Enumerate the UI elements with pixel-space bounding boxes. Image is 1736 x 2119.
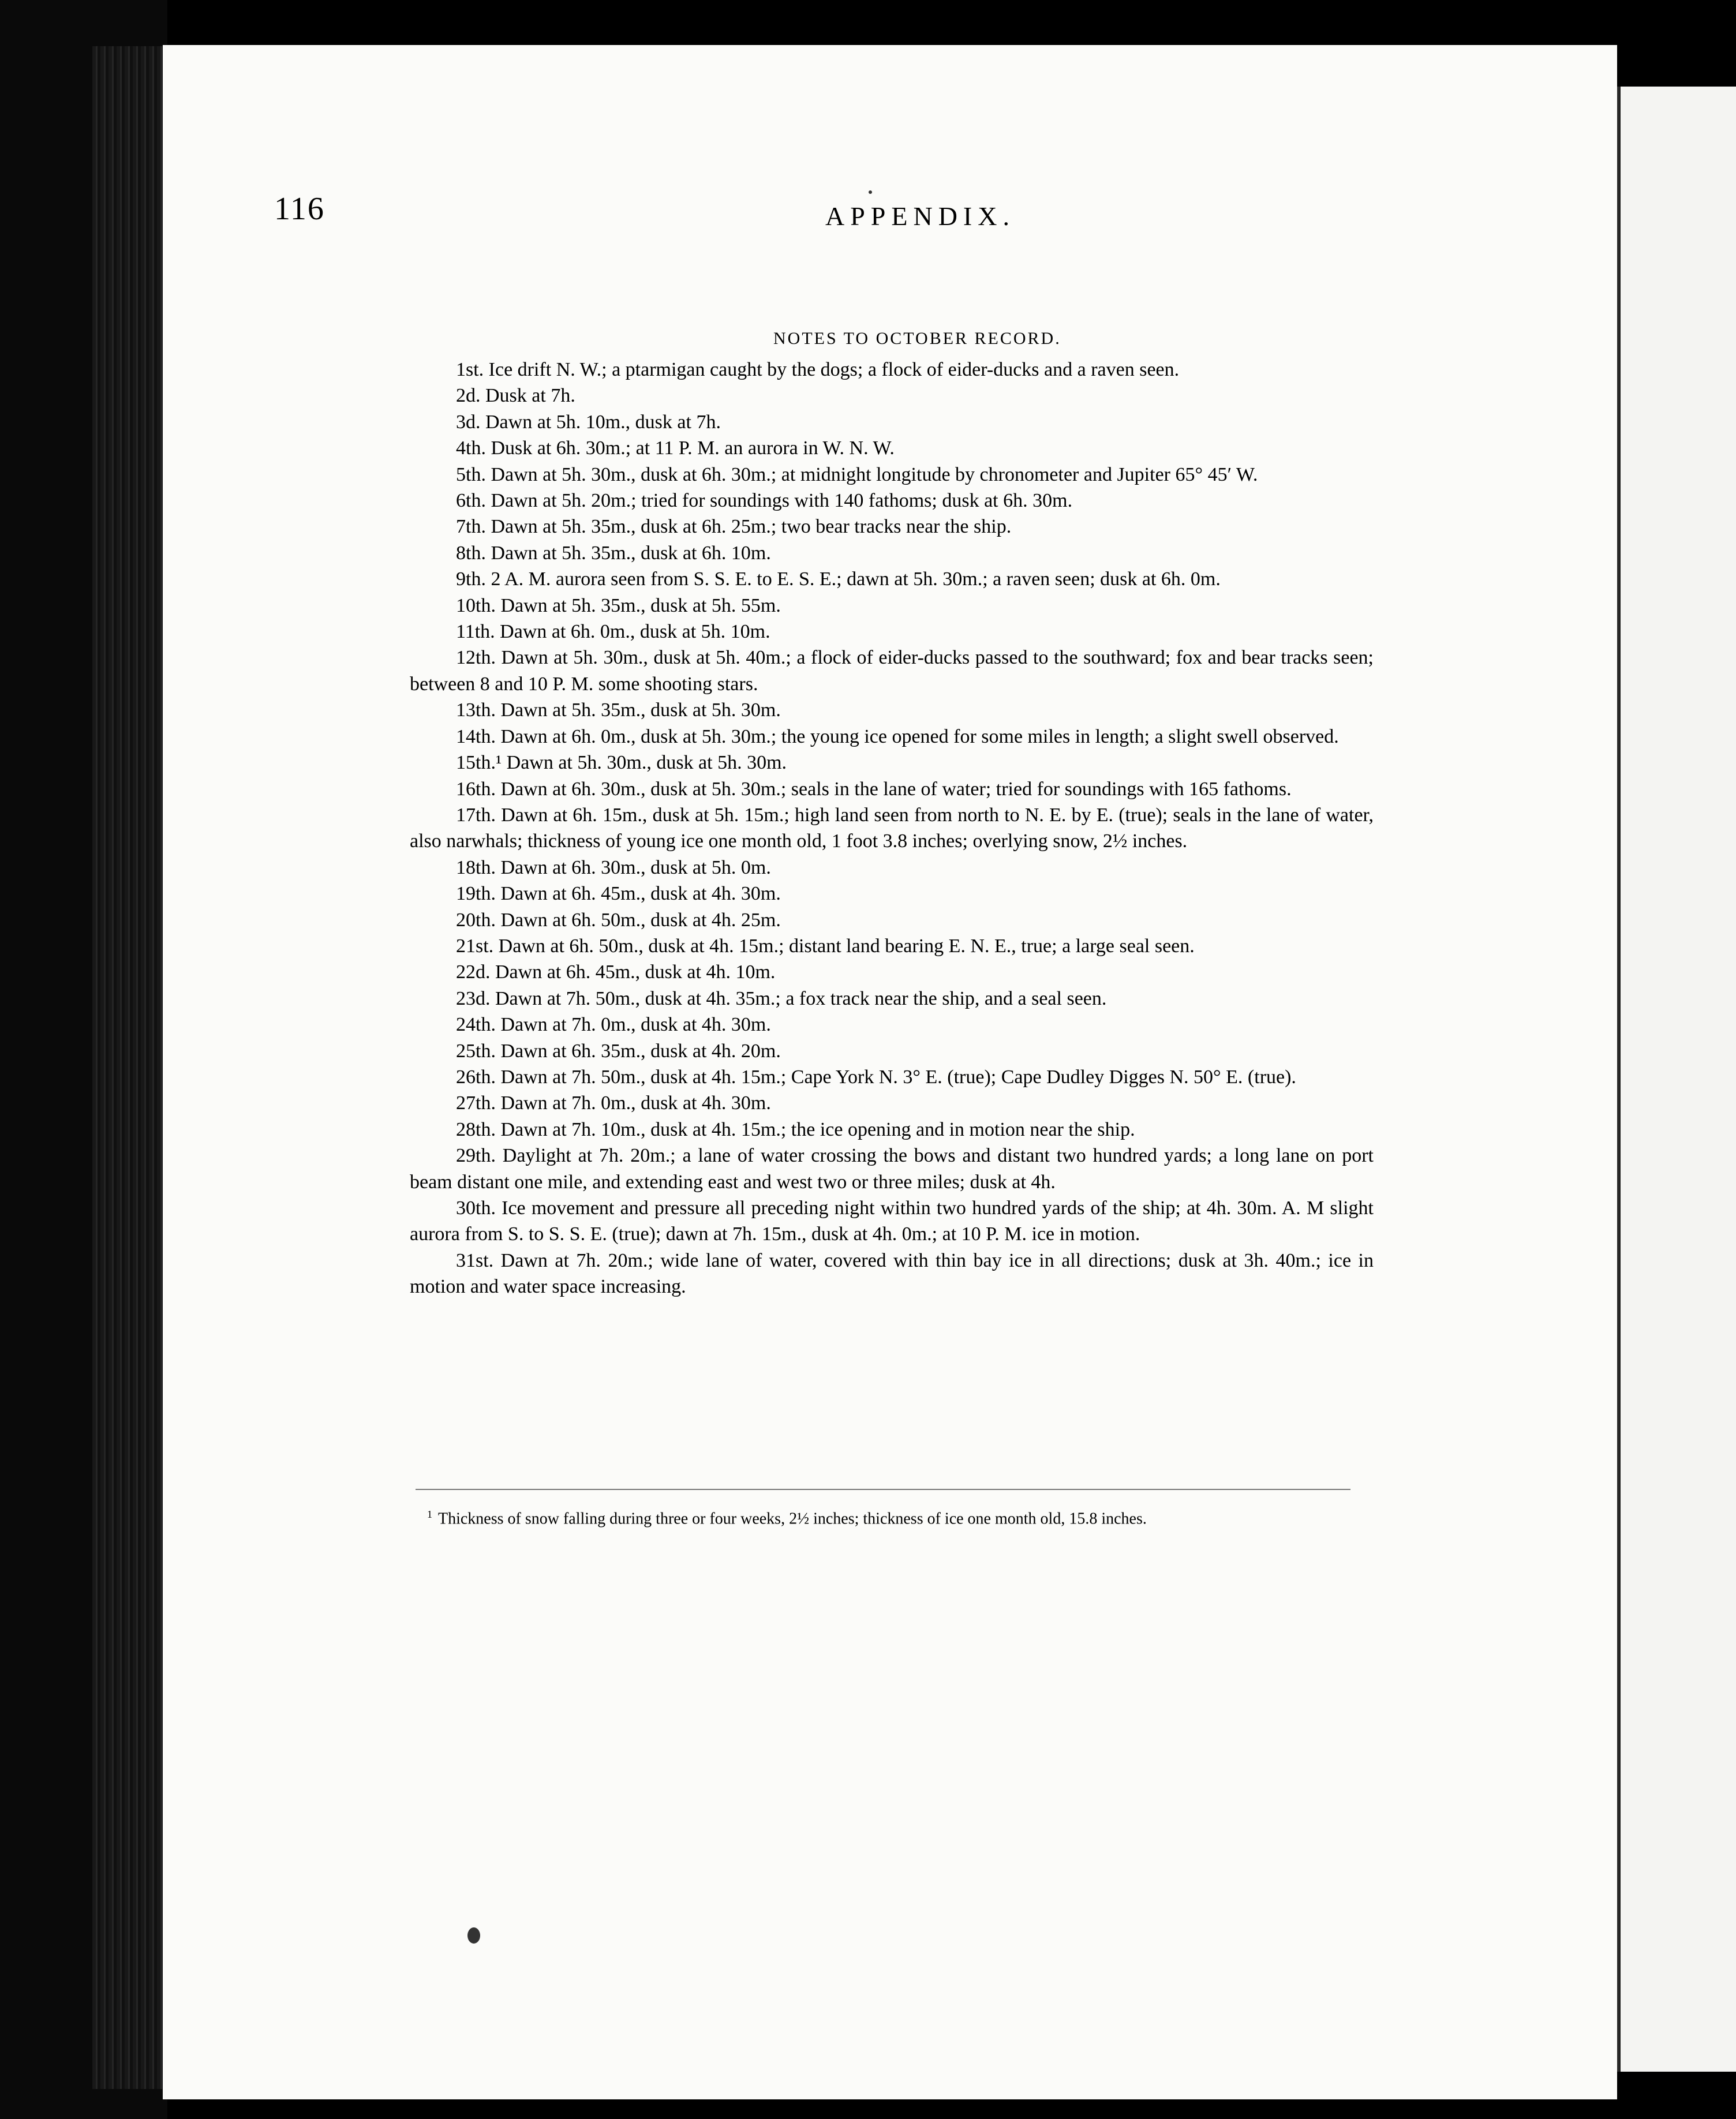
note-entry: 17th. Dawn at 6h. 15m., dusk at 5h. 15m.; high land seen from north to N. E. by E. (true); seals in the lane of water, also narwhals; thickness of young ice one month old, 1 foot 3.8 inches; overlying snow, 2½ inches. bbox=[410, 804, 1374, 852]
note-entry: 29th. Daylight at 7h. 20m.; a lane of water crossing the bows and distant two hundred yards; a long lane on port beam distant one mile, and extending east and west two or three miles; dusk at 4h. bbox=[410, 1145, 1374, 1193]
note-entry: 18th. Dawn at 6h. 30m., dusk at 5h. 0m. bbox=[456, 856, 771, 878]
note-entry: 9th. 2 A. M. aurora seen from S. S. E. to E. S. E.; dawn at 5h. 30m.; a raven seen; dusk at 6h. 0m. bbox=[456, 568, 1221, 590]
note-entry: 31st. Dawn at 7h. 20m.; wide lane of water, covered with thin bay ice in all directions; dusk at 3h. 40m.; ice in motion and water space increasing. bbox=[410, 1249, 1374, 1298]
note-entry: 27th. Dawn at 7h. 0m., dusk at 4h. 30m. bbox=[456, 1092, 771, 1114]
note-entry: 1st. Ice drift N. W.; a ptarmigan caught by the dogs; a flock of eider-ducks and a raven seen. bbox=[456, 359, 1180, 380]
book-spine-edge bbox=[92, 46, 173, 2089]
note-entry: 19th. Dawn at 6h. 45m., dusk at 4h. 30m. bbox=[456, 883, 781, 905]
footnote bbox=[427, 1503, 1350, 1530]
notes-body bbox=[410, 357, 1374, 1300]
note-entry: 13th. Dawn at 5h. 35m., dusk at 5h. 30m. bbox=[456, 699, 781, 721]
note-entry: 12th. Dawn at 5h. 30m., dusk at 5h. 40m.; a flock of eider-ducks passed to the southward; fox and bear tracks seen; between 8 and 10 P. M. some shooting stars. bbox=[410, 647, 1374, 695]
note-entry: 24th. Dawn at 7h. 0m., dusk at 4h. 30m. bbox=[456, 1014, 771, 1036]
note-entry: 11th. Dawn at 6h. 0m., dusk at 5h. 10m. bbox=[456, 621, 770, 643]
note-entry: 26th. Dawn at 7h. 50m., dusk at 4h. 15m.; Cape York N. 3° E. (true); Cape Dudley Digges N. 50° E. (true). bbox=[456, 1066, 1296, 1088]
scan-speck bbox=[869, 190, 872, 194]
note-entry: 3d. Dawn at 5h. 10m., dusk at 7h. bbox=[456, 411, 721, 433]
note-entry: 30th. Ice movement and pressure all preceding night within two hundred yards of the ship; at 4h. 30m. A. M slight aurora from S. to S. S. E. (true); dawn at 7h. 15m., dusk at 4h. 0m.; at 10 P. M. ice in motion. bbox=[410, 1197, 1374, 1245]
note-entry: 15th.¹ Dawn at 5h. 30m., dusk at 5h. 30m. bbox=[456, 752, 787, 774]
note-entry: 4th. Dusk at 6h. 30m.; at 11 P. M. an aurora in W. N. W. bbox=[456, 437, 895, 459]
footnote-text: Thickness of snow falling during three or four weeks, 2½ inches; thickness of ice one month old, 15.8 inches. bbox=[438, 1510, 1147, 1528]
note-entry: 28th. Dawn at 7h. 10m., dusk at 4h. 15m.; the ice opening and in motion near the ship. bbox=[456, 1118, 1135, 1140]
note-entry: 16th. Dawn at 6h. 30m., dusk at 5h. 30m.; seals in the lane of water; tried for soundings with 165 fathoms. bbox=[456, 778, 1292, 800]
page-number: 116 bbox=[274, 191, 325, 227]
running-head: APPENDIX. bbox=[825, 201, 1015, 231]
section-heading: NOTES TO OCTOBER RECORD. bbox=[773, 329, 1061, 348]
note-entry: 14th. Dawn at 6h. 0m., dusk at 5h. 30m.; the young ice opened for some miles in length; a slight swell observed. bbox=[456, 725, 1339, 747]
note-entry: 10th. Dawn at 5h. 35m., dusk at 5h. 55m. bbox=[456, 594, 781, 616]
note-entry: 21st. Dawn at 6h. 50m., dusk at 4h. 15m.; distant land bearing E. N. E., true; a large seal seen. bbox=[456, 935, 1195, 957]
facing-page-edge bbox=[1621, 87, 1736, 2072]
note-entry: 7th. Dawn at 5h. 35m., dusk at 6h. 25m.; two bear tracks near the ship. bbox=[456, 516, 1012, 538]
note-entry: 8th. Dawn at 5h. 35m., dusk at 6h. 10m. bbox=[456, 542, 771, 564]
note-entry: 20th. Dawn at 6h. 50m., dusk at 4h. 25m. bbox=[456, 909, 781, 931]
note-entry: 22d. Dawn at 6h. 45m., dusk at 4h. 10m. bbox=[456, 961, 776, 983]
footnote-marker: 1 bbox=[427, 1508, 432, 1520]
note-entry: 5th. Dawn at 5h. 30m., dusk at 6h. 30m.; at midnight longitude by chronometer and Jupiter 65° 45′ W. bbox=[456, 463, 1258, 485]
note-entry: 6th. Dawn at 5h. 20m.; tried for soundings with 140 fathoms; dusk at 6h. 30m. bbox=[456, 490, 1073, 512]
note-entry: 2d. Dusk at 7h. bbox=[456, 385, 575, 407]
scan-speck bbox=[467, 1927, 480, 1944]
footnote-rule bbox=[416, 1489, 1350, 1490]
note-entry: 25th. Dawn at 6h. 35m., dusk at 4h. 20m. bbox=[456, 1040, 781, 1062]
note-entry: 23d. Dawn at 7h. 50m., dusk at 4h. 35m.; a fox track near the ship, and a seal seen. bbox=[456, 987, 1107, 1009]
